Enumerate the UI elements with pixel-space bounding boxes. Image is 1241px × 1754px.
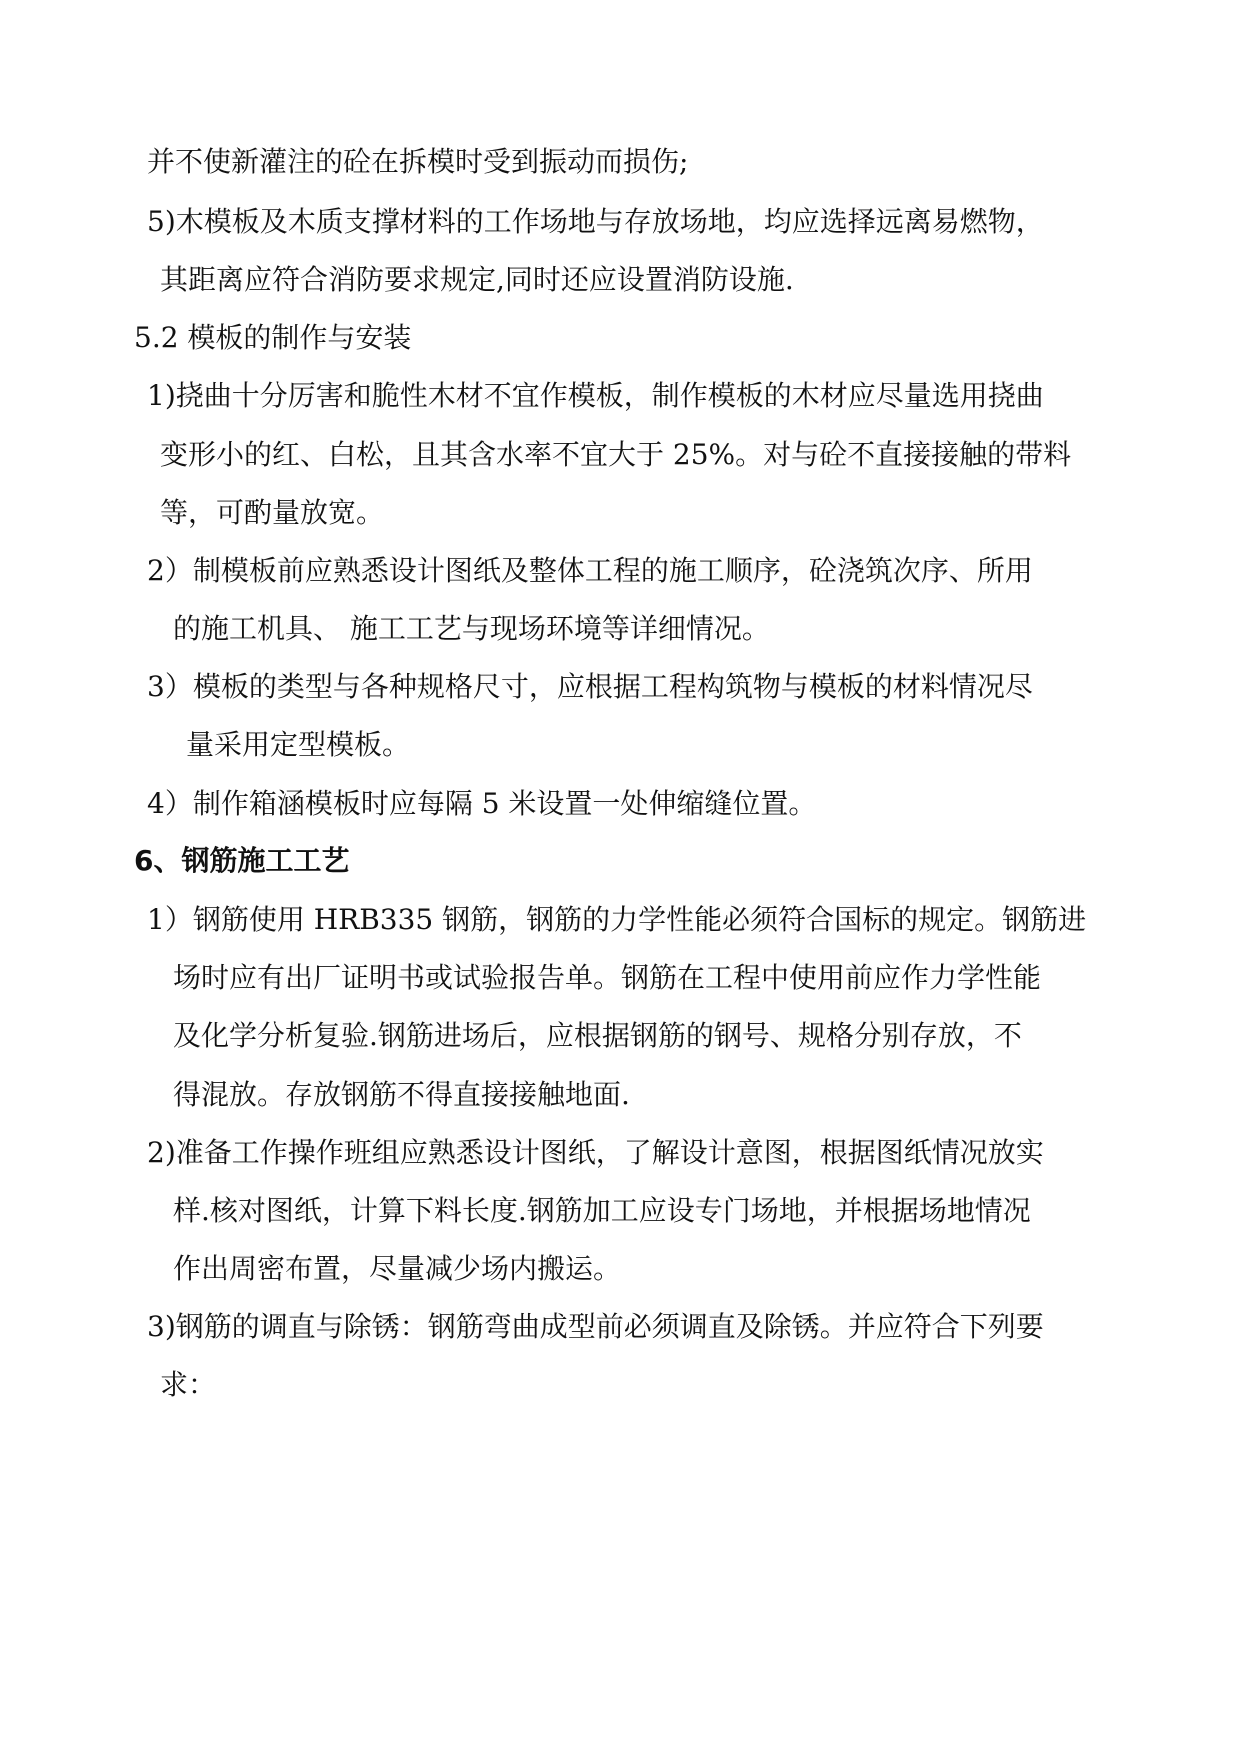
text-line: 变形小的红、白松，且其含水率不宜大于 25%。对与砼不直接接触的带料 bbox=[160, 438, 1072, 471]
list-item-4: 4）制作箱涵模板时应每隔 5 米设置一处伸缩缝位置。 bbox=[147, 787, 817, 820]
text-line: 其距离应符合消防要求规定,同时还应设置消防设施. bbox=[160, 263, 794, 296]
text-line: 并不使新灌注的砼在拆模时受到振动而损伤; bbox=[147, 145, 689, 178]
list-item-2: 2）制模板前应熟悉设计图纸及整体工程的施工顺序，砼浇筑次序、所用 bbox=[147, 554, 1033, 587]
text-line: 等，可酌量放宽。 bbox=[160, 496, 385, 529]
section-heading-5-2: 5.2 模板的制作与安装 bbox=[134, 321, 412, 354]
list-item-3: 3）模板的类型与各种规格尺寸，应根据工程构筑物与模板的材料情况尽 bbox=[147, 670, 1033, 703]
section-heading-6: 6、钢筋施工工艺 bbox=[134, 844, 350, 877]
list-item-2: 2)准备工作操作班组应熟悉设计图纸，了解设计意图，根据图纸情况放实 bbox=[147, 1136, 1044, 1169]
text-line: 场时应有出厂证明书或试验报告单。钢筋在工程中使用前应作力学性能 bbox=[173, 961, 1042, 994]
text-line: 的施工机具、 施工工艺与现场环境等详细情况。 bbox=[173, 612, 770, 645]
text-line: 量采用定型模板。 bbox=[186, 728, 411, 761]
list-item-1: 1)挠曲十分厉害和脆性木材不宜作模板，制作模板的木材应尽量选用挠曲 bbox=[147, 379, 1044, 412]
text-line: 求： bbox=[160, 1368, 217, 1401]
list-item-1: 1）钢筋使用 HRB335 钢筋，钢筋的力学性能必须符合国标的规定。钢筋进 bbox=[147, 903, 1087, 936]
list-item-3: 3)钢筋的调直与除锈：钢筋弯曲成型前必须调直及除锈。并应符合下列要 bbox=[147, 1310, 1044, 1343]
list-item-5: 5)木模板及木质支撑材料的工作场地与存放场地，均应选择远离易燃物， bbox=[147, 205, 1044, 238]
text-line: 样.核对图纸，计算下料长度.钢筋加工应设专门场地，并根据场地情况 bbox=[173, 1194, 1031, 1227]
text-line: 得混放。存放钢筋不得直接接触地面. bbox=[173, 1078, 630, 1111]
text-line: 作出周密布置，尽量减少场内搬运。 bbox=[173, 1252, 622, 1285]
text-line: 及化学分析复验.钢筋进场后，应根据钢筋的钢号、规格分别存放，不 bbox=[173, 1019, 1022, 1052]
